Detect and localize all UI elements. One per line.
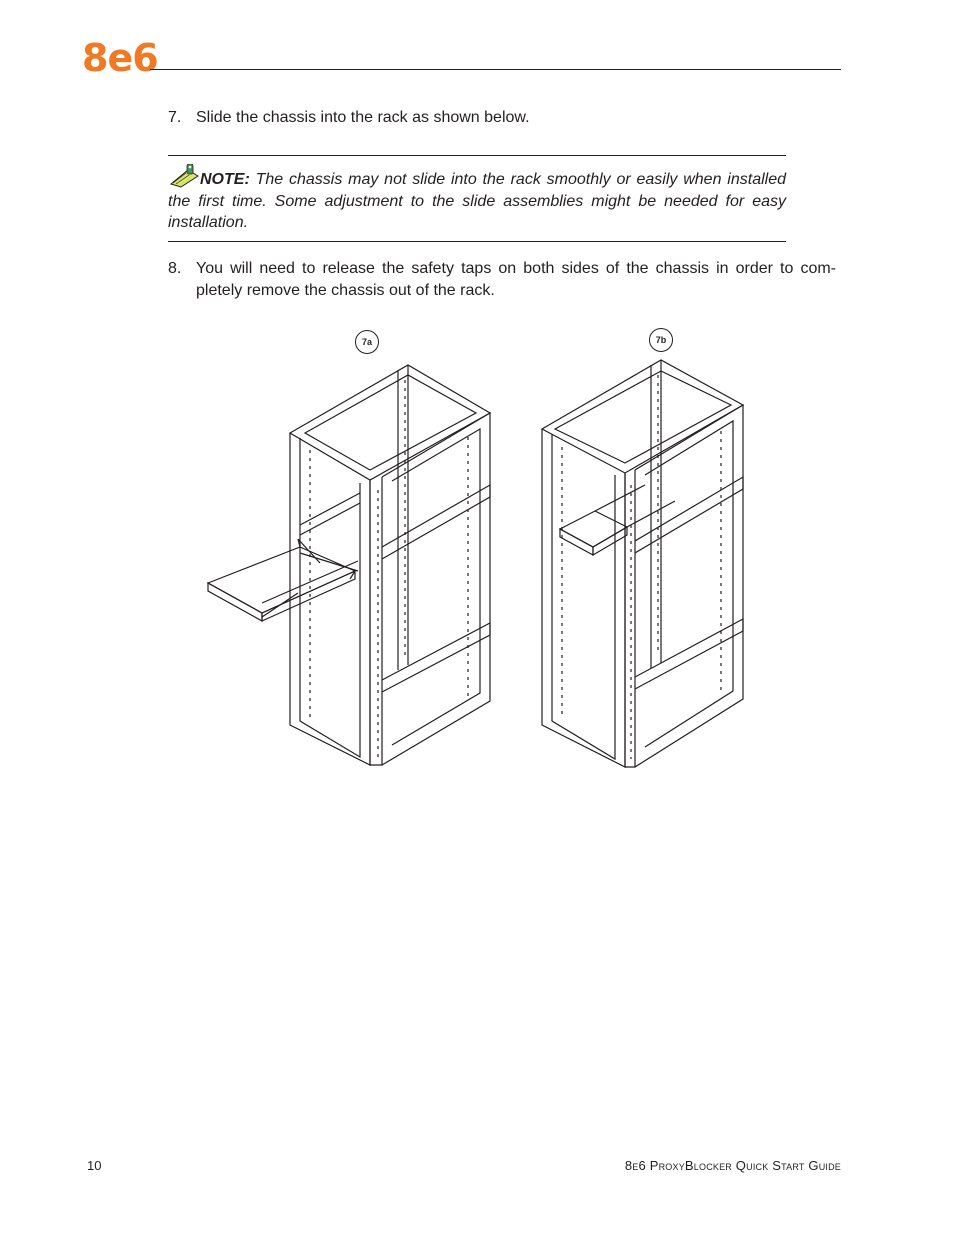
logo: 8e6 (82, 36, 158, 80)
step-text: Slide the chassis into the rack as shown below. (196, 109, 530, 126)
note-label: NOTE: (200, 171, 250, 188)
figure-7a (200, 325, 500, 775)
note-top-rule (168, 155, 786, 156)
callout-7b: 7b (649, 328, 673, 352)
rack-illustration-7b (535, 325, 750, 775)
guide-title: 8e6 ProxyBlocker Quick Start Guide (624, 1158, 841, 1173)
note-text: The chassis may not slide into the rack smoothly or easily when installed the first time. Some adjustment to the slide assemblies might be needed for easy installation. (168, 171, 786, 231)
page-number: 10 (87, 1158, 102, 1173)
figure-7b (535, 325, 750, 775)
callout-7a: 7a (355, 330, 379, 354)
header-rule (150, 69, 841, 70)
step-number: 8. (168, 260, 182, 277)
note-box (168, 164, 786, 234)
rack-illustration-7a (200, 325, 500, 775)
note-bottom-rule (168, 241, 786, 242)
step-text: You will need to release the safety taps on both sides of the chassis in order to com-pletely remove the chassis out of the rack. (196, 260, 836, 299)
note-pad-icon (168, 164, 200, 188)
step-number: 7. (168, 109, 182, 126)
